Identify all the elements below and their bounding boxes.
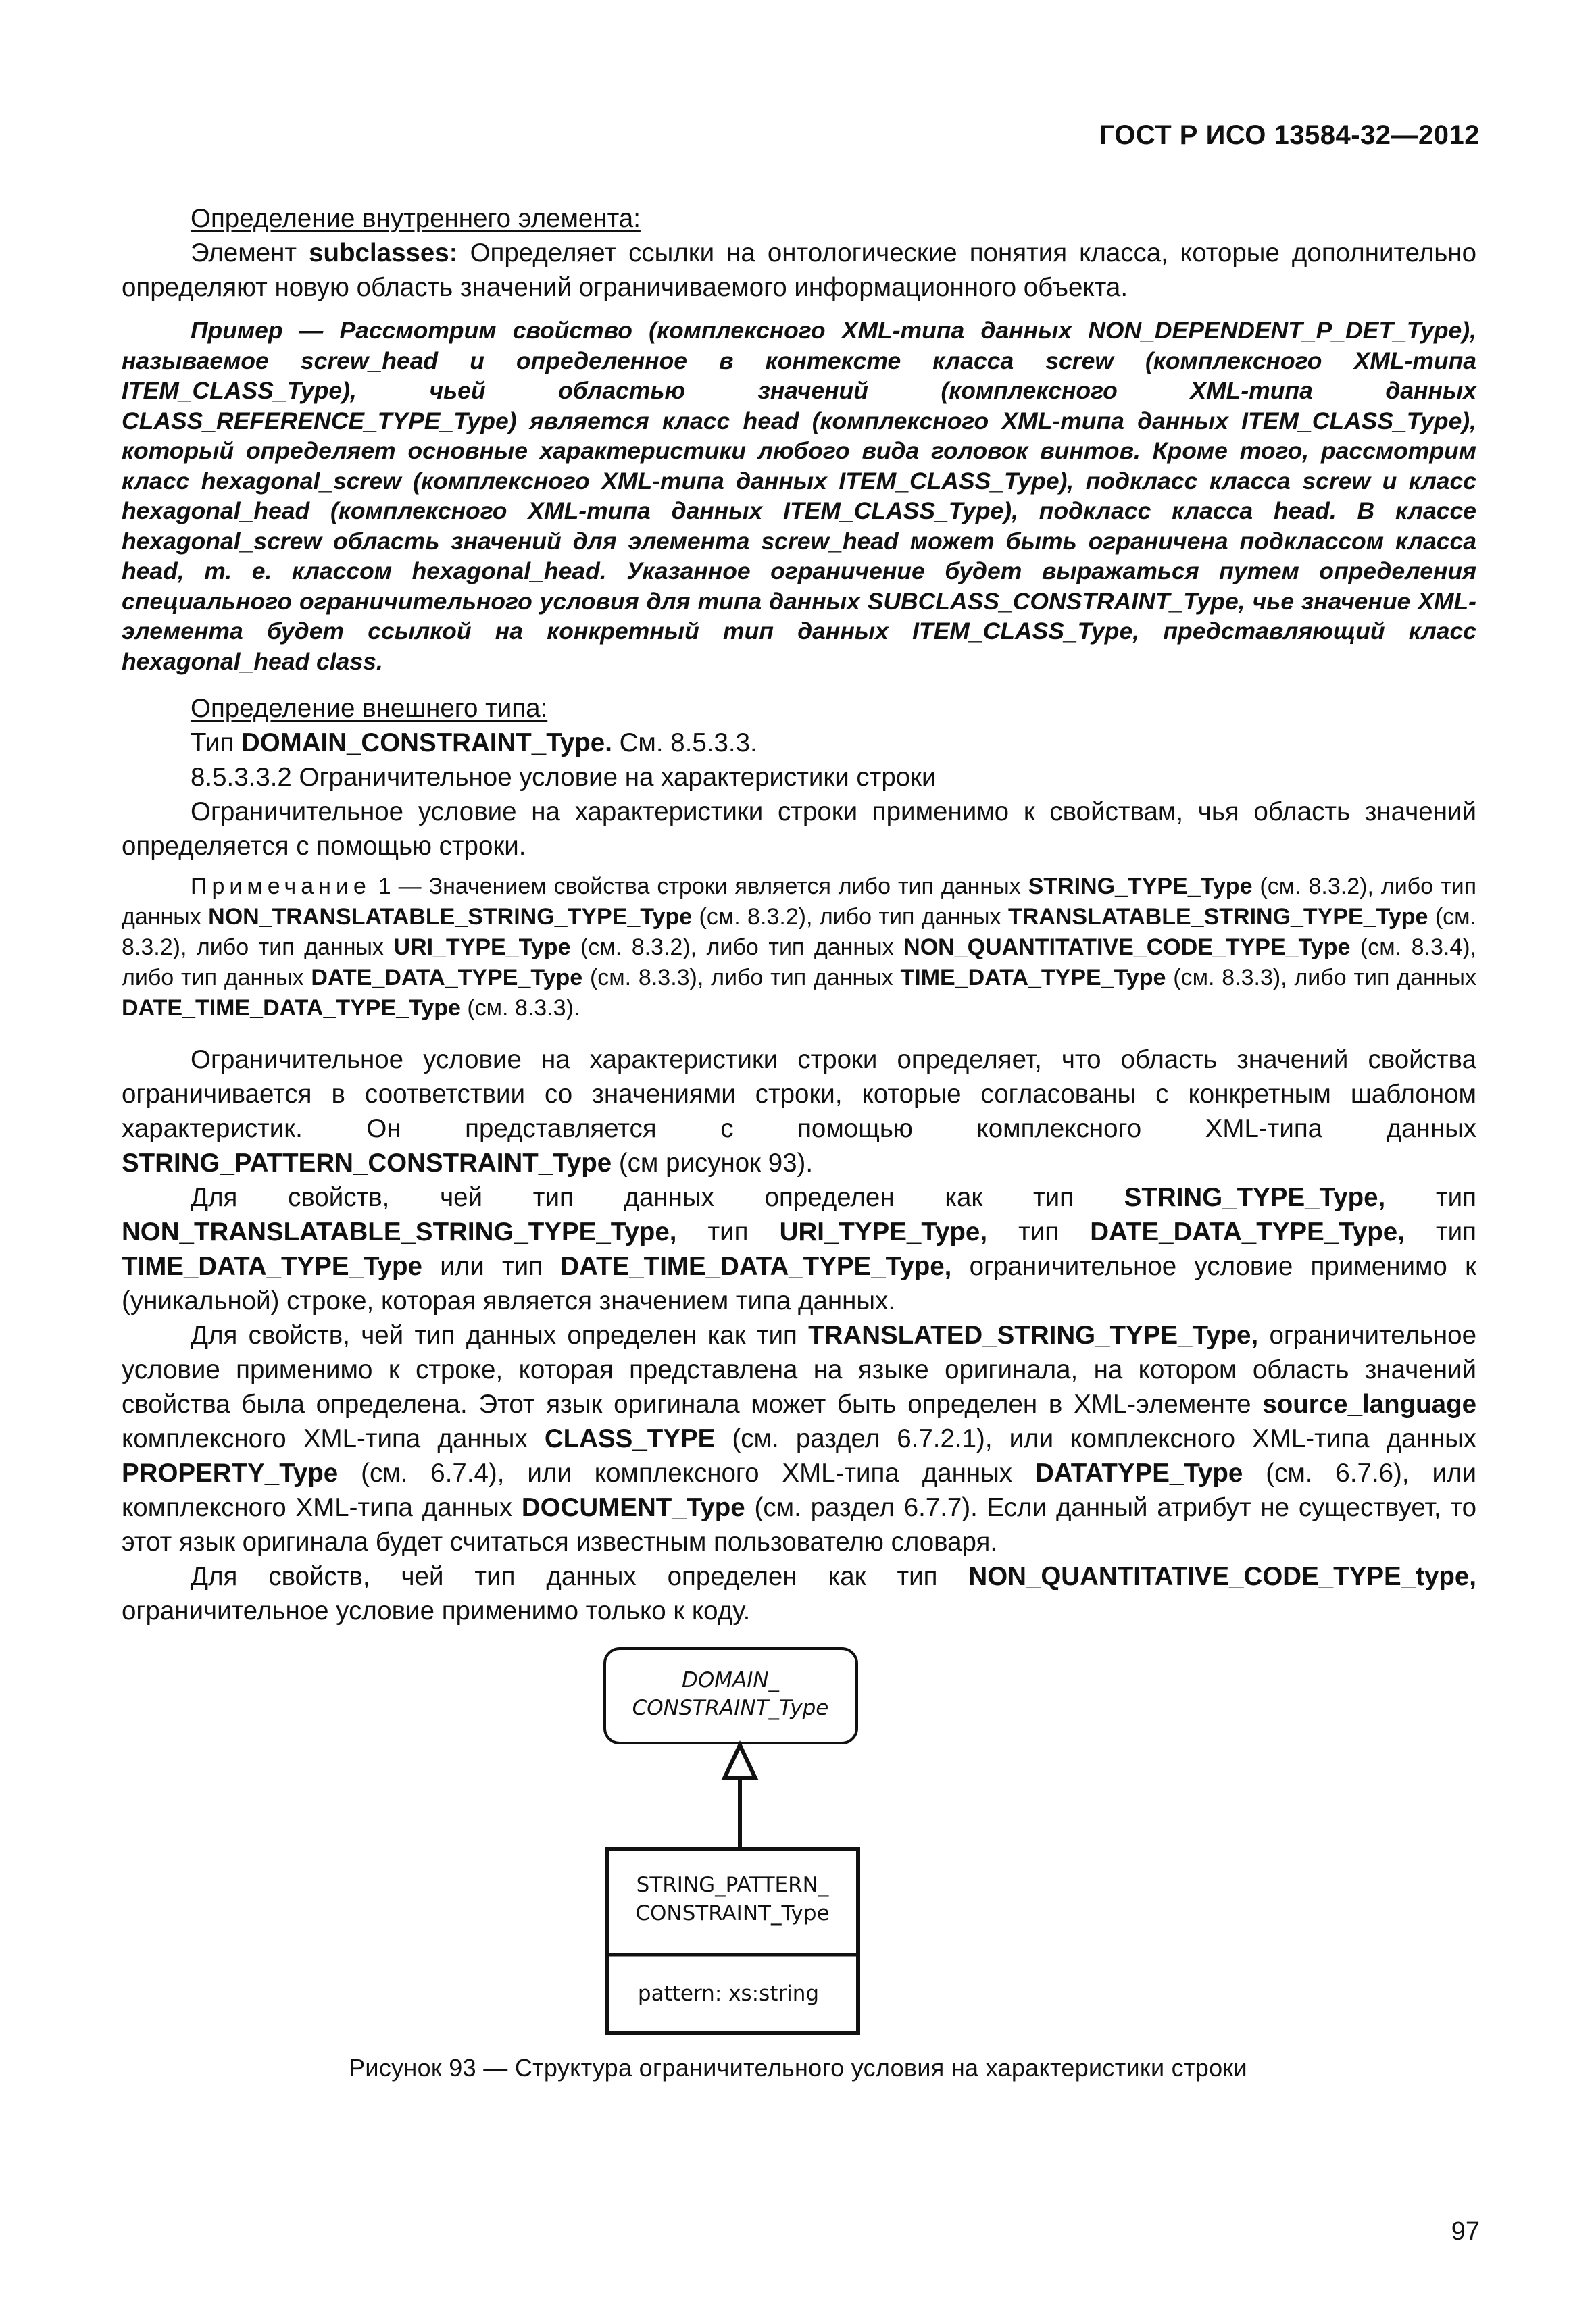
inheritance-arrow-icon [724,1745,755,1778]
note-1: Примечание 1 — Значением свойства строки является либо тип данных STRING_TYPE_Type (см. 8.3.2), либо тип данных NON_TRANSLATABLE_STRING_TYPE_Type (см. 8.3.2), либо тип данных TRANSLATABLE_STRING_TYPE_Type (см. 8.3.2), либо тип данных URI_TYPE_Type (см. 8.3.2), либо тип данных NON_QUANTITATIVE_CODE_TYPE_Type (см. 8.3.4), либо тип данных DATE_DATA_TYPE_Type (см. 8.3.3), либо тип данных TIME_DATA_TYPE_Type (см. 8.3.3), либо тип данных DATE_TIME_DATA_TYPE_Type (см. 8.3.3). [122,874,1477,1021]
parent-class-name-line1: DOMAIN_ [681,1668,780,1692]
child-class-name-line2: CONSTRAINT_Type [635,1901,830,1926]
example-paragraph: Пример — Рассмотрим свойство (комплексного XML-типа данных NON_DEPENDENT_P_DET_Type), называемое screw_head и определенное в контексте класса screw (комплексного XML-типа ITEM_CLASS_Type), чьей областью значений (комплексного XML-типа данных CLASS_REFERENCE_TYPE_Type) является класс head (комплексного XML-типа данных ITEM_CLASS_Type), который определяет основные характеристики любого вида головок винтов. Кроме того, рассмотрим класс hexagonal_screw (комплексного XML-типа данных ITEM_CLASS_Type), подкласс класса screw и класс hexagonal_head (комплексного XML-типа данных ITEM_CLASS_Type), подкласс класса head. В классе hexagonal_screw область значений для элемента screw_head может быть ограничена подклассом класса head, т. е. классом hexagonal_head. Указанное ограничение будет выражаться путем определения специального ограничительного условия для типа данных SUBCLASS_CONSTRAINT_Type, чье значение XML-элемента будет ссылкой на конкретный тип данных ITEM_CLASS_Type, представляющий класс hexagonal_head class. [122,317,1476,675]
paragraph-code-type: Для свойств, чей тип данных определен как тип NON_QUANTITATIVE_CODE_TYPE_type, ограничительное условие применимо только к коду. [122,1562,1476,1626]
uml-class-diagram [0,1635,1596,1851]
paragraph-pattern-constraint: Ограничительное условие на характеристики строки определяет, что область значений свойства ограничивается в соответствии со значениями строки, которые согласованы с конкретным шаблоном характеристик. Он представляется с помощью комплексного XML-типа данных STRING_PATTERN_CONSTRAINT_Type (см рисунок 93). [122,1045,1476,1178]
inner-element-heading: Определение внутреннего элемента: [191,204,641,233]
subclasses-paragraph: Элемент subclasses: Определяет ссылки на онтологические понятия класса, которые дополнительно определяют новую область значений ограничиваемого информационного объекта. [122,238,1476,302]
uml-child-class [0,1844,1596,2040]
section-heading: 8.5.3.3.2 Ограничительное условие на характеристики строки [191,763,937,792]
paragraph-applicability: Ограничительное условие на характеристики строки применимо к свойствам, чья область значений определяется с помощью строки. [122,797,1476,861]
paragraph-string-types: Для свойств, чей тип данных определен как тип STRING_TYPE_Type, тип NON_TRANSLATABLE_STRING_TYPE_Type, тип URI_TYPE_Type, тип DATE_DATA_TYPE_Type, тип TIME_DATA_TYPE_Type или тип DATE_TIME_DATA_TYPE_Type, ограничительное условие применимо к (уникальной) строке, которая является значением типа данных. [122,1183,1476,1315]
standard-code-header: ГОСТ Р ИСО 13584-32—2012 [1099,120,1480,150]
child-class-name-line1: STRING_PATTERN_ [636,1873,829,1897]
page-number: 97 [1451,2217,1480,2246]
child-class-attribute: pattern: xs:string [637,1982,820,2006]
outer-type-heading: Определение внешнего типа: [191,694,548,723]
paragraph-translated-string: Для свойств, чей тип данных определен как тип TRANSLATED_STRING_TYPE_Type, ограничительное условие применимо к строке, которая представлена на языке оригинала, на котором область значений свойства была определена. Этот язык оригинала может быть определен в XML-элементе source_language комплексного XML-типа данных CLASS_TYPE (см. раздел 6.7.2.1), или комплексного XML-типа данных PROPERTY_Type (см. 6.7.4), или комплексного XML-типа данных DATATYPE_Type (см. 6.7.6), или комплексного XML-типа данных DOCUMENT_Type (см. раздел 6.7.7). Если данный атрибут не существует, то этот язык оригинала будет считаться известным пользователю словаря. [122,1321,1477,1557]
parent-class-name-line2: CONSTRAINT_Type [632,1696,829,1720]
figure-caption: Рисунок 93 — Структура ограничительного условия на характеристики строки [349,2054,1247,2082]
type-reference-line: Тип DOMAIN_CONSTRAINT_Type. См. 8.5.3.3. [191,728,757,757]
main-text [122,201,1476,1628]
